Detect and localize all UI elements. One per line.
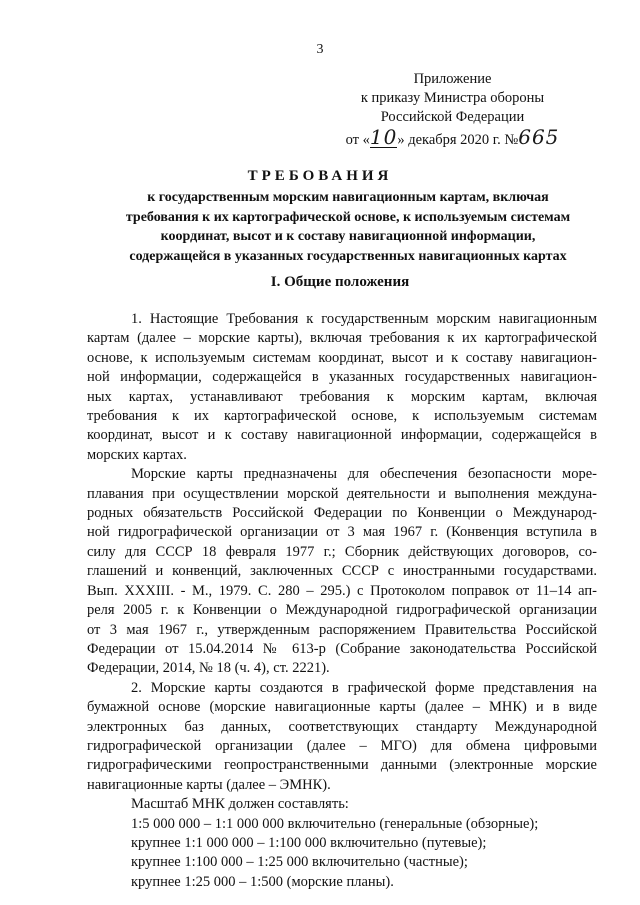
text-line: плавания при осуществлении морской деятельности и выполнения междуна- [87, 485, 597, 502]
text-line: родных обязательств Российской Федерации по Конвенции о Международ- [87, 505, 597, 522]
appendix-label: Приложение [413, 71, 492, 87]
document-body [87, 310, 597, 892]
list-item: крупнее 1:1 000 000 – 1:100 000 включительно (путевые); [131, 834, 487, 851]
text-line: 2. Морские карты создаются в графической форме представления на [131, 679, 597, 696]
text-line: Федерации, 2014, № 18 (ч. 4), ст. 2221). [87, 660, 330, 677]
paragraph-1 [87, 310, 597, 465]
text-line: 1. Настоящие Требования к государственным морским навигационным [131, 311, 597, 327]
date-middle: » декабря 2020 г. № [397, 132, 519, 148]
subtitle-line: к государственным морским навигационным картам, включая [147, 190, 549, 205]
text-line: морских картах. [87, 446, 187, 463]
text-line: координат, высот и к составу навигационной информации, содержащейся в [87, 427, 597, 444]
text-line: навигационные карты (далее – ЭМНК). [87, 776, 331, 793]
scale-list [87, 795, 597, 892]
text-line: силу для СССР 18 февраля 1977 г.; Сборник действующих договоров, со- [87, 543, 597, 560]
text-line: Морские карты предназначены для обеспечения безопасности море- [131, 466, 597, 483]
appendix-country-line: Российской Федерации [380, 109, 525, 125]
subtitle-line: координат, высот и к составу навигационной информации, [160, 229, 536, 244]
appendix-date-line [330, 127, 575, 150]
text-line: Федерации от 15.04.2014 № 613-р (Собрание законодательства Российской [87, 640, 597, 657]
handwritten-order-number: 665 [518, 125, 560, 149]
text-line: ной гидрографической организации от 3 мая 1967 г. (Конвенция вступила в [87, 524, 597, 541]
text-line: бумажной основе (морские навигационные карты (далее – МНК) и в виде [87, 699, 597, 716]
text-line: глашений и конвенций, заключенных СССР с иностранными государствами. [87, 563, 597, 580]
date-prefix: от « [345, 132, 370, 148]
text-line: от 3 мая 1967 г., утвержденным распоряжением Правительства Российской [87, 621, 597, 638]
list-item: Масштаб МНК должен составлять: [131, 796, 349, 813]
subtitle-line: требования к их картографической основе, к используемым системам [125, 209, 571, 225]
handwritten-day: 10 [369, 125, 398, 149]
document-title: ТРЕБОВАНИЯ [247, 168, 393, 184]
paragraph-2 [87, 465, 597, 678]
text-line: гидрографическими геопространственными данными (электронные морские [87, 757, 597, 774]
text-line: ных картах, устанавливают требования к морским картам, включая [87, 388, 597, 405]
text-line: электронных баз данных, соответствующих стандарту Международной [87, 718, 597, 735]
document-subtitle [100, 188, 596, 266]
paragraph-3 [87, 679, 597, 795]
appendix-block [330, 70, 575, 150]
page-number: 3 [316, 42, 324, 57]
text-line: реля 2005 г. к Конвенции о Международной гидрографической организации [87, 602, 597, 619]
text-line: основе, к используемым системам координат, высот и к составу навигацион- [87, 349, 597, 366]
text-line: ной информации, содержащейся в указанных государственных навигацион- [87, 369, 597, 386]
list-item: 1:5 000 000 – 1:1 000 000 включительно (генеральные (обзорные); [131, 815, 539, 832]
text-line: требования к их картографической основе, к используемым системам [87, 408, 597, 425]
text-line: гидрографической организации (далее – МГО) для обмена цифровыми [87, 737, 597, 754]
text-line: Вып. XXXIII. - М., 1979. С. 280 – 295.) с Протоколом поправок от 11–14 ап- [87, 582, 597, 599]
subtitle-line: содержащейся в указанных государственных навигационных картах [129, 248, 567, 264]
section-heading: I. Общие положения [270, 274, 410, 290]
text-line: картам (далее – морские карты), включая требования к их картографической [87, 330, 597, 347]
list-item: крупнее 1:25 000 – 1:500 (морские планы). [131, 873, 394, 890]
list-item: крупнее 1:100 000 – 1:25 000 включительно (частные); [131, 854, 468, 871]
appendix-order-line: к приказу Министра обороны [360, 90, 545, 106]
